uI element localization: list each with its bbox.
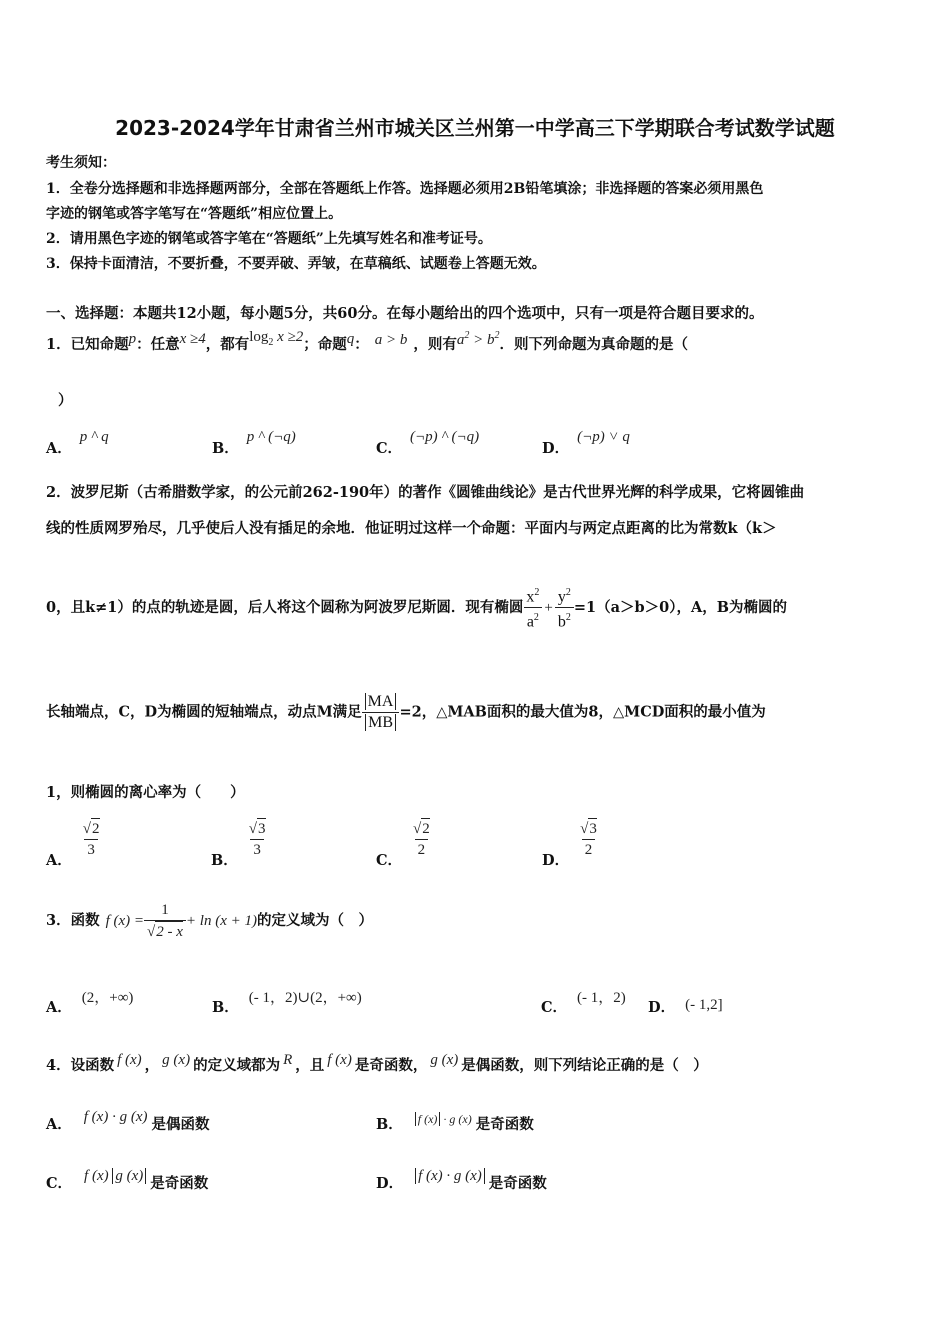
question-2-line-4: 长轴端点，C，D为椭圆的短轴端点，动点M满足 $\frac{MA}{MB}$ =2，△MAB面积的最大值为8，△MCD面积的最小值为 [46,693,766,731]
question-2-line-3: 0，且k≠1）的点的轨迹是圆，后人将这个圆称为阿波罗尼斯圆．现有椭圆 $\frac{x^2}{a^2}$ + $\frac{y^2}{b^2}$ =1（a＞b＞0），A，B为椭圆的 [46,583,787,633]
question-3-stem: 3．函数 f (x) = $\frac{1}{√2 - x}$ + ln (x + 1)的定义域为（ ） [46,902,373,940]
notice-heading: 考生须知： [46,155,116,171]
q2-option-a[interactable]: A． $\frac{√2}{3}$ [46,818,103,860]
q4-option-c[interactable]: C． f (x) g (x) 是奇函数 [46,1168,209,1192]
q3-fraction: $\frac{1}{√2 - x}$ [144,900,186,942]
question-2-line-5: 1，则椭圆的离心率为（ ） [46,784,245,801]
q1-option-a[interactable]: A．p ^ q [46,429,109,457]
question-2-line-1: 2．波罗尼斯（古希腊数学家，的公元前262-190年）的著作《圆锥曲线论》是古代世界光辉的科学成果，它将圆锥曲 [46,484,805,501]
ellipse-x-fraction: $\frac{x^2}{a^2}$ [523,583,542,633]
ellipse-y-fraction: $\frac{y^2}{b^2}$ [555,583,574,633]
notice-line-3: 3．保持卡面清洁，不要折叠，不要弄破、弄皱，在草稿纸、试题卷上答题无效。 [46,256,546,272]
notice-line-1a: 1．全卷分选择题和非选择题两部分，全部在答题纸上作答。选择题必须用2B铅笔填涂；非选择题的答案必须用黑色 [46,181,764,197]
question-1-stem: 1．已知命题$^p$：任意$^{x \ge 4}$，都有$\log_2 x \ge 2$；命题$^q$： a > b ，则有$a^2 > b^2$．则下列命题为真命题的是（ [46,328,689,353]
q2-option-c[interactable]: C． $\frac{√2}{2}$ [376,818,433,860]
q2-option-d[interactable]: D． $\frac{√3}{2}$ [542,818,600,860]
question-1-close-paren: ） [58,392,73,409]
notice-line-1b: 字迹的钢笔或答字笔写在“答题纸”相应位置上。 [46,206,343,222]
q1-option-d[interactable]: D．(¬p) ˅ q [542,429,630,457]
q2-option-b[interactable]: B． $\frac{√3}{3}$ [211,818,269,860]
question-4-stem: 4．设函数 f (x) ， g (x) 的定义域都为 R ，且 f (x) 是奇函数， g (x) 是偶函数，则下列结论正确的是（ ） [46,1052,708,1074]
ma-mb-ratio: $\frac{MA}{MB}$ [362,692,400,733]
q1-option-c[interactable]: C．(¬p) ^ (¬q) [376,429,480,457]
notice-line-2: 2．请用黑色字迹的钢笔或答字笔在“答题纸”上先填写姓名和准考证号。 [46,231,492,247]
page-title: 2023-2024学年甘肃省兰州市城关区兰州第一中学高三下学期联合考试数学试题 [115,116,835,140]
q3-option-c[interactable]: C．(- 1，2) [541,990,626,1016]
q4-option-d[interactable]: D． f (x) · g (x) 是奇函数 [376,1168,547,1192]
q4-option-b[interactable]: B． $^{f (x) \cdot g (x)}$ 是奇函数 [376,1112,534,1133]
q4-option-a[interactable]: A． f (x) · g (x) 是偶函数 [46,1109,210,1133]
q1-option-b[interactable]: B．p ^ (¬q) [212,429,296,457]
q3-option-b[interactable]: B．(- 1，2)∪(2，+∞) [212,990,362,1016]
q3-option-d[interactable]: D． (- 1,2] [648,997,723,1016]
question-2-line-2: 线的性质网罗殆尽，几乎使后人没有插足的余地．他证明过这样一个命题：平面内与两定点距离的比为常数k（k＞ [46,520,777,537]
section-heading: 一、选择题：本题共12小题，每小题5分，共60分。在每小题给出的四个选项中，只有一项是符合题目要求的。 [46,305,764,322]
q3-option-a[interactable]: A．(2，+∞) [46,990,134,1016]
